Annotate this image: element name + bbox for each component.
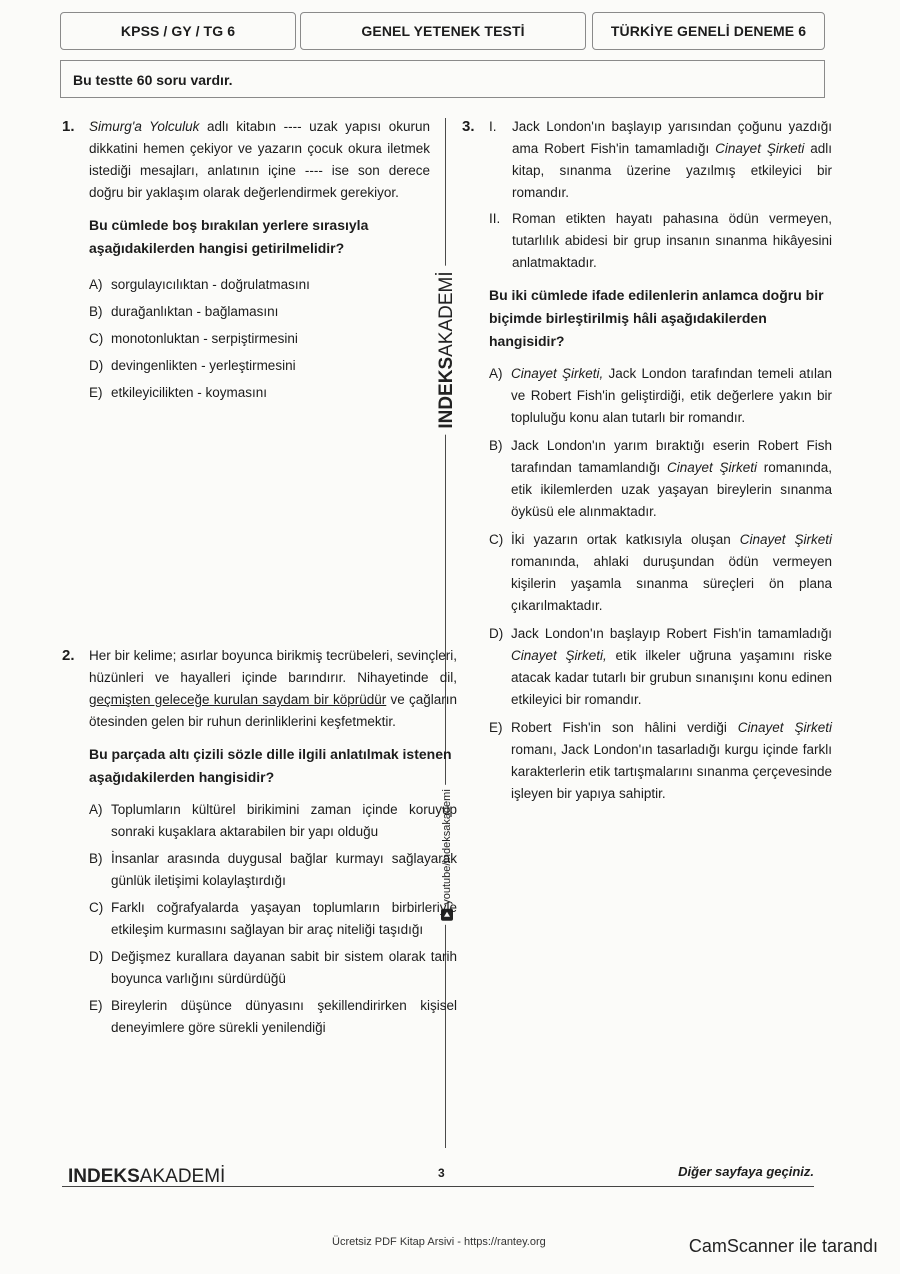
question-number: 3.: [462, 118, 475, 135]
scan-source-note: Ücretsiz PDF Kitap Arsivi - https://rantey.org: [332, 1236, 546, 1248]
option-e[interactable]: E) Bireylerin düşünce dünyasını şekillendirirken kişisel deneyimlere göre sürekli yenilendiği: [89, 998, 457, 1035]
side-brand-logo: INDEKSAKADEMİ: [436, 265, 458, 434]
right-column: [462, 116, 832, 805]
option-e[interactable]: E) etkileyicilikten - koymasını: [89, 385, 268, 400]
question-stem: Bu parçada altı çizili sözle dille ilgili anlatılmak istenen aşağıdakilerden hangisidir?: [89, 746, 452, 785]
question-number: 2.: [62, 647, 75, 664]
question-text: Her bir kelime; asırlar boyunca birikmiş tecrübeleri, sevinçleri, hüzünleri ve hayalleri içinde barındırır. Nihayetinde dil, geçmişten geleceğe kurulan saydam bir köprüdür ve çağların ötesinden gelen bir ruhun derinliklerini keşfetmektir.: [89, 648, 457, 729]
question-stem: Bu cümlede boş bırakılan yerlere sırasıyla aşağıdakilerden hangisi getirilmelidir?: [89, 217, 369, 256]
option-a[interactable]: A) sorgulayıcılıktan - doğrulatmasını: [89, 277, 310, 292]
option-c[interactable]: C) İki yazarın ortak katkısıyla oluşan Cinayet Şirketi romanında, ahlaki duruşundan ödün vermeyen kişilerin yaşamla sınanma süreçleri ön plana çıkarılmaktadır.: [489, 532, 832, 613]
option-e[interactable]: E) Robert Fish'in son hâlini verdiği Cinayet Şirketi romanı, Jack London'ın tasarladığı kurgu içinde farklı karakterlerin etik tartışmalarını sınanma çerçevesinde işleyen bir yapıya sahiptir.: [489, 720, 832, 801]
option-b[interactable]: B) durağanlıktan - bağlamasını: [89, 304, 279, 319]
option-d[interactable]: D) devingenlikten - yerleştirmesini: [89, 358, 296, 373]
question-1: [62, 116, 430, 404]
page-number: 3: [438, 1166, 445, 1180]
scanner-watermark: CamScanner ile tarandı: [688, 1236, 878, 1256]
option-d[interactable]: D) Jack London'ın başlayıp Robert Fish'in tamamladığı Cinayet Şirketi, etik ilkeler uğruna yaşamını riske atacak kadar tutarlı bir grubun sınanışını konu edinen etkileyici bir romandır.: [489, 626, 832, 707]
option-b[interactable]: B) Jack London'ın yarım bıraktığı eserin Robert Fish tarafından tamamlandığı Cinayet Şirketi romanında, etik ikilemlerden uzak yaşayan bireylerin sınanma öyküsü ele alınmaktadır.: [489, 438, 832, 519]
question-text: Simurg'a Yolculuk adlı kitabın ---- uzak yapısı okurun dikkatini hemen çekiyor ve yazarın çocuk okura iletmek istediği mesajları, anlatının içine ---- ise son derece doğru bir yaklaşım olarak değerlendirmek gerekiyor.: [89, 119, 431, 200]
option-d[interactable]: D) Değişmez kurallara dayanan sabit bir sistem olarak tarih boyunca varlığını sürdürdüğü: [89, 949, 457, 986]
option-c[interactable]: C) Farklı coğrafyalarda yaşayan toplumların birbirleriyle etkileşim kurmasını sağlayan bir araç niteliği taşıdığı: [89, 900, 457, 937]
question-count-note: Bu testte 60 soru vardır.: [60, 60, 825, 98]
option-c[interactable]: C) monotonluktan - serpiştirmesini: [89, 331, 298, 346]
test-name: GENEL YETENEK TESTİ: [300, 12, 586, 50]
sentence-ii: II. Roman etikten hayatı pahasına ödün vermeyen, tutarlılık abidesi bir grup insanın sınanma hikâyesini anlatmaktadır.: [489, 211, 832, 270]
exam-code: KPSS / GY / TG 6: [60, 12, 296, 50]
next-page-note: Diğer sayfaya geçiniz.: [678, 1164, 814, 1179]
question-number: 1.: [62, 118, 75, 135]
question-3: [462, 116, 832, 805]
footer-brand-logo: INDEKSAKADEMİ: [68, 1166, 226, 1187]
trial-name: TÜRKİYE GENELİ DENEME 6: [592, 12, 825, 50]
option-a[interactable]: A) Cinayet Şirketi, Jack London tarafından temeli atılan ve Robert Fish'in geliştirdiği, etik değerlere yakın bir topluluğu konu alan tutarlı bir romandır.: [489, 366, 832, 425]
side-youtube-label: youtube/indeksakademi: [441, 785, 453, 925]
question-2: [62, 645, 457, 1039]
underlined-phrase: geçmişten geleceğe kurulan saydam bir köprüdür: [89, 692, 387, 707]
option-b[interactable]: B) İnsanlar arasında duygusal bağlar kurmayı sağlayarak günlük iletişimi kolaylaştırdığı: [89, 851, 457, 888]
option-a[interactable]: A) Toplumların kültürel birikimini zaman içinde koruyup sonraki kuşaklara aktarabilen bir yapı olduğu: [89, 802, 457, 839]
question-stem: Bu iki cümlede ifade edilenlerin anlamca doğru bir biçimde birleştirilmiş hâli aşağıdakilerden hangisidir?: [489, 287, 824, 349]
sentence-i: I. Jack London'ın başlayıp yarısından çoğunu yazdığı ama Robert Fish'in tamamladığı Cinayet Şirketi adlı kitap, sınanma üzerine yazılmış etkileyici bir romandır.: [489, 119, 832, 200]
